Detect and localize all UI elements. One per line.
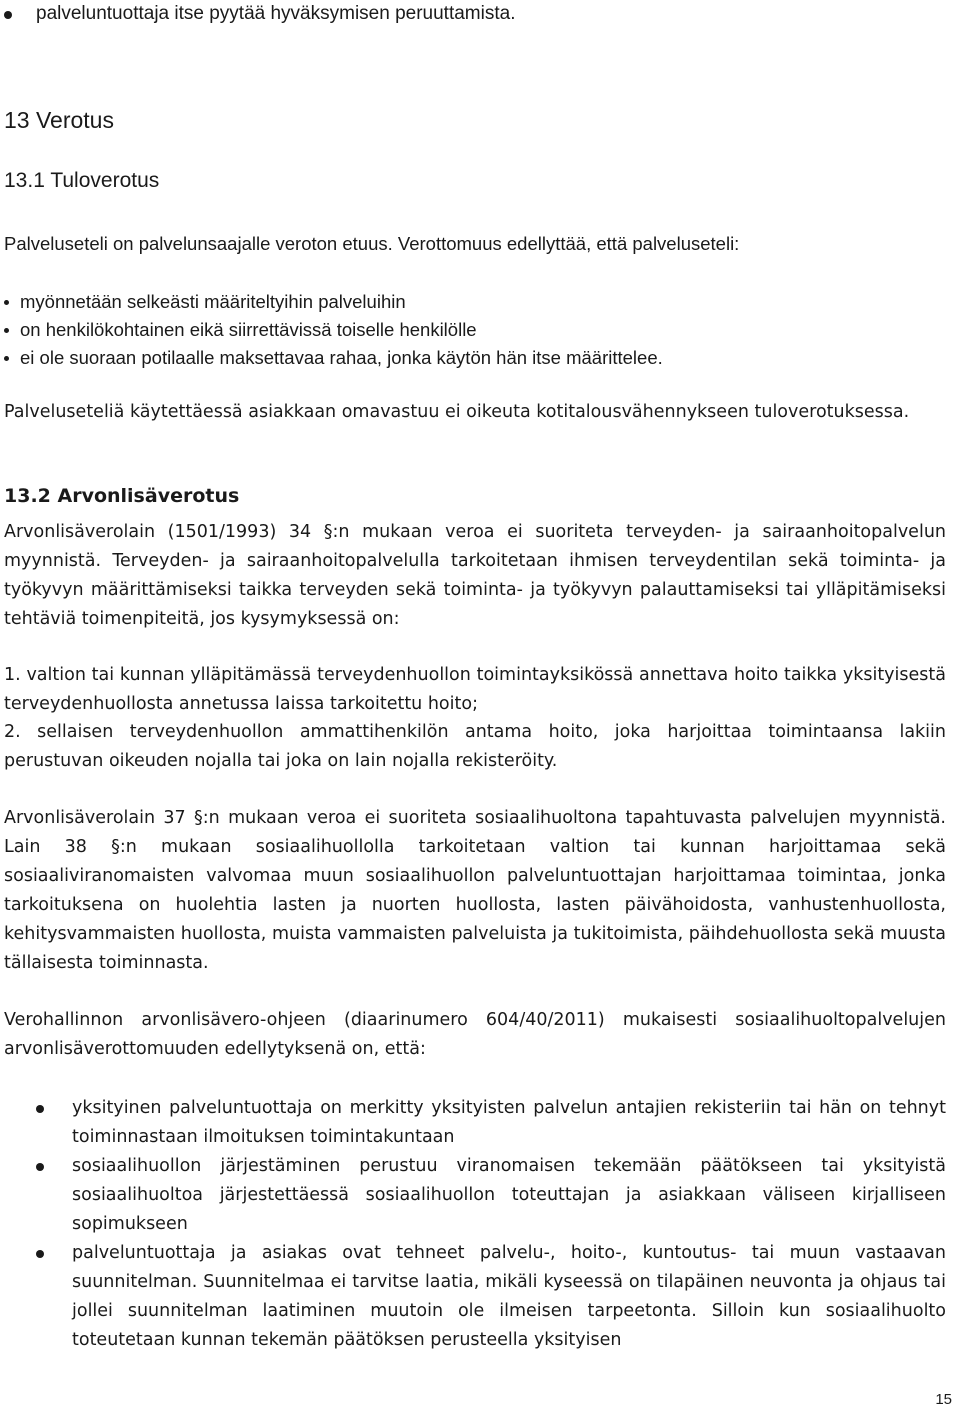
tax-exemption-paragraph: Palveluseteli on palvelunsaajalle veroton etuus. Verottomuus edellyttää, että palveluseteli: (4, 233, 740, 254)
vat-34-paragraph: Arvonlisäverolain (1501/1993) 34 §:n mukaan veroa ei suoriteta terveyden- ja sairaanhoitopalvelun myynnistä. Terveyden- ja sairaanhoitopalvelulla tarkoitetaan ihmisen terveydentilan sekä toiminta- ja työkyvyn määrittämiseksi taikka terveyden sekä toiminta- ja työkyvyn palauttamiseksi tai ylläpitämiseksi tehtäviä toimenpiteitä, jos kysymyksessä on: (4, 522, 946, 629)
list-item: sosiaalihuollon järjestäminen perustuu viranomaisen tekemään päätökseen tai yksityistä sosiaalihuoltoa järjestettäessä sosiaalihuollon toteuttajan ja asiakkaan väliseen kirjalliseen sopimukseen (0, 1152, 946, 1239)
list-item: on henkilökohtainen eikä siirrettävissä toiselle henkilölle (4, 316, 944, 344)
subsection-heading-13-1: 13.1 Tuloverotus (4, 169, 160, 192)
bullet-icon (4, 328, 9, 333)
bullet-icon (4, 300, 9, 305)
bullet-icon (4, 356, 9, 361)
list-item: myönnetään selkeästi määriteltyihin palveluihin (4, 288, 944, 316)
deductible-paragraph: Palveluseteliä käytettäessä asiakkaan omavastuu ei oikeuta kotitalousvähennykseen tuloverotuksessa. (4, 402, 910, 422)
bullet-icon (36, 1105, 44, 1113)
tax-authority-paragraph: Verohallinnon arvonlisävero-ohjeen (diaarinumero 604/40/2011) mukaisesti sosiaalihuoltopalvelujen arvonlisäverottomuuden edellytyksenä on, että: (4, 1010, 946, 1059)
list-item: ei ole suoraan potilaalle maksettavaa rahaa, jonka käytön hän itse määrittelee. (4, 344, 944, 372)
vat-37-paragraph: Arvonlisäverolain 37 §:n mukaan veroa ei suoriteta sosiaalihuoltona tapahtuvasta palvelujen myynnistä. Lain 38 §:n mukaan sosiaalihuollolla tarkoitetaan valtion tai kunnan harjoittamaa sekä sosiaaliviranomaisten valvomaa muun sosiaalihuollon palveluntuottajan harjoittamaa toimintaa, jonka tarkoituksena on huolehtia lasten ja nuorten huollosta, lasten päivähoidosta, vanhustenhuollosta, kehitysvammaisten huollosta, muista vammaisten palveluista ja tukitoimista, päihdehuollosta sekä muusta tällaisesta toiminnasta. (4, 808, 946, 973)
voucher-condition-list (4, 288, 944, 372)
section-heading-13: 13 Verotus (4, 107, 114, 133)
list-item: palveluntuottaja ja asiakas ovat tehneet palvelu-, hoito-, kuntoutus- tai muun vastaavan suunnitelman. Suunnitelmaa ei tarvitse laatia, mikäli kyseessä on tilapäinen neuvonta ja ohjaus tai jollei suunnitelman laatiminen muutoin ole ilmeisen tarpeetonta. Silloin kun sosiaalihuolto toteutetaan kunnan tekemän päätöksen perusteella yksityisen (0, 1239, 946, 1355)
subsection-heading-13-2: 13.2 Arvonlisäverotus (4, 485, 240, 507)
bullet-icon (4, 11, 12, 19)
list-item: yksityinen palveluntuottaja on merkitty yksityisten palvelun antajien rekisteriin tai hän on tehnyt toiminnastaan ilmoituksen toimintakuntaan (0, 1094, 946, 1152)
intro-list-item-text: palveluntuottaja itse pyytää hyväksymisen peruuttamista. (36, 3, 516, 24)
exemption-condition-list (0, 1094, 946, 1355)
bullet-icon (36, 1163, 44, 1171)
bullet-icon (36, 1250, 44, 1258)
numbered-item-1: 1. valtion tai kunnan ylläpitämässä terveydenhuollon toimintayksikössä annettava hoito taikka yksityisestä terveydenhuollosta annetussa laissa tarkoitettu hoito; (4, 665, 946, 714)
numbered-item-2: 2. sellaisen terveydenhuollon ammattihenkilön antama hoito, joka harjoittaa toimintaansa lakiin perustuvan oikeuden nojalla tai joka on lain nojalla rekisteröity. (4, 722, 946, 771)
page-number: 15 (935, 1391, 952, 1408)
